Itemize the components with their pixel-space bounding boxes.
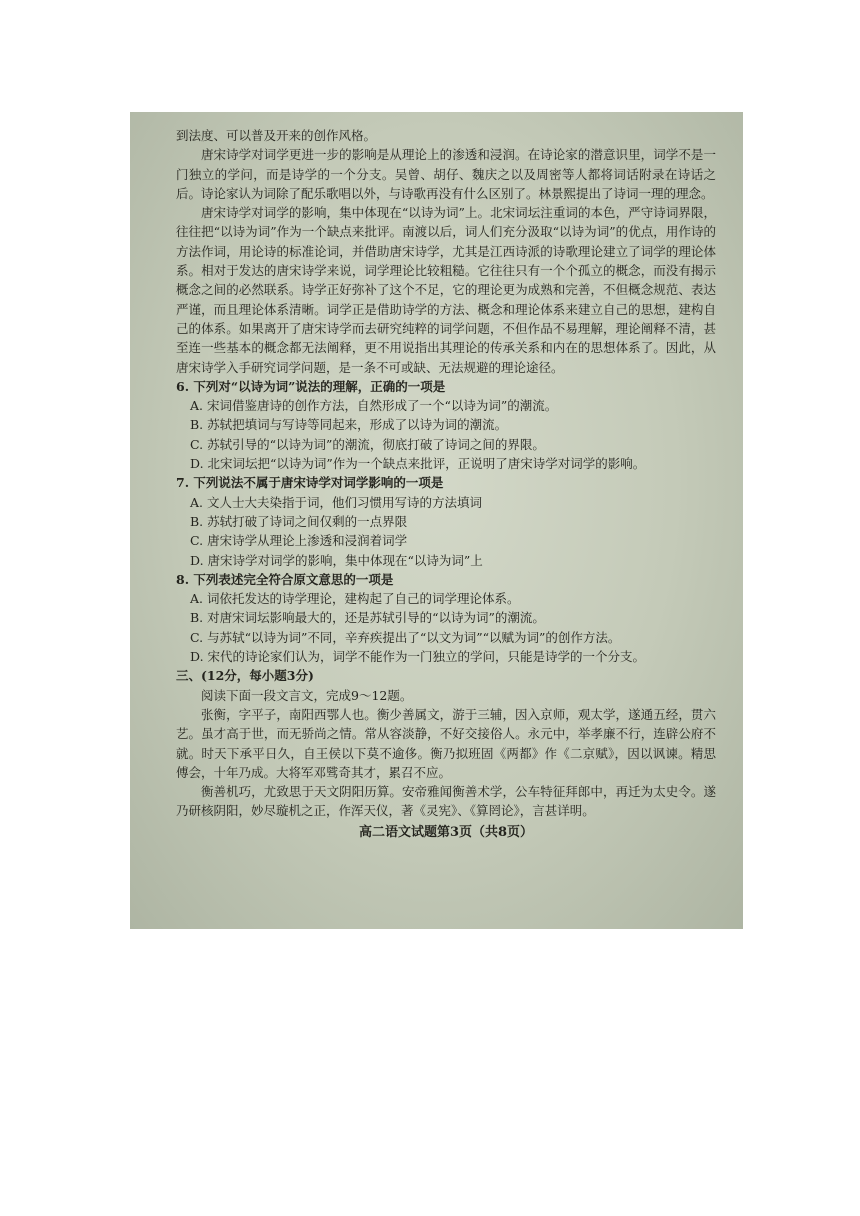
question-6-stem: 6. 下列对“以诗为词”说法的理解，正确的一项是 [176,378,446,394]
page-text [176,126,716,842]
section-3-heading: 三、(12分，每小题3分) [176,668,314,684]
passage-paragraph: 到法度、可以普及开来的创作风格。 [176,128,377,143]
passage-paragraph: 唐宋诗学对词学的影响，集中体现在“以诗为词”上。北宋词坛注重词的本色，严守诗词界限，往往把“以诗为词”作为一个缺点来批评。南渡以后，词人们充分汲取“以诗为词”的优点，用作诗的方法作词，用论诗的标准论词，并借助唐宋诗学，尤其是江西诗派的诗歌理论建立了词学的理论体系。相对于发达的唐宋诗学来说，词学理论比较粗糙。它往往只有一个个孤立的概念，而没有揭示概念之间的必然联系。诗学正好弥补了这个不足，它的理论更为成熟和完善，不但概念规范、表达严谨，而且理论体系清晰。词学正是借助诗学的方法、概念和理论体系来建立自己的思想，建构自己的体系。如果离开了唐宋诗学而去研究纯粹的词学问题，不但作品不易理解，理论阐释不清，甚至连一些基本的概念都无法阐释，更不用说指出其理论的传承关系和内在的思想体系了。因此，从唐宋诗学入手研究词学问题，是一条不可或缺、无法规避的理论途径。 [176,205,716,375]
classical-text-paragraph: 张衡，字平子，南阳西鄂人也。衡少善属文，游于三辅，因入京师，观太学，遂通五经，贯六艺。虽才高于世，而无骄尚之情。常从容淡静，不好交接俗人。永元中，举孝廉不行，连辟公府不就。时天下承平日久，自王侯以下莫不逾侈。衡乃拟班固《两都》作《二京赋》，因以讽谏。精思傅会，十年乃成。大将军邓骘奇其才，累召不应。 [176,706,716,780]
question-8-option-c: C. 与苏轼“以诗为词”不同，辛弃疾提出了“以文为词”“以赋为词”的创作方法。 [190,629,621,645]
question-6-option-a: A. 宋词借鉴唐诗的创作方法，自然形成了一个“以诗为词”的潮流。 [190,398,558,414]
question-6-option-b: B. 苏轼把填词与写诗等同起来，形成了以诗为词的潮流。 [190,417,508,433]
passage-paragraph: 唐宋诗学对词学更进一步的影响是从理论上的渗透和浸润。在诗论家的潜意识里，词学不是一门独立的学问，而是诗学的一个分支。吴曾、胡仔、魏庆之以及周密等人都将词话附录在诗话之后。诗论家认为词除了配乐歌唱以外，与诗歌再没有什么区别了。林景熙提出了诗词一理的理念。 [176,147,716,201]
section-3-instruction: 阅读下面一段文言文，完成9～12题。 [201,687,413,703]
classical-text-paragraph: 衡善机巧，尤致思于天文阴阳历算。安帝雅闻衡善术学，公车特征拜郎中，再迁为太史令。遂乃研核阴阳，妙尽璇机之正，作浑天仪，著《灵宪》、《算罔论》，言甚详明。 [176,784,716,819]
question-6-option-c: C. 苏轼引导的“以诗为词”的潮流，彻底打破了诗词之间的界限。 [190,436,545,452]
question-7-option-d: D. 唐宋诗学对词学的影响，集中体现在“以诗为词”上 [190,552,483,568]
question-7-option-c: C. 唐宋诗学从理论上渗透和浸润着词学 [190,533,408,549]
question-8-stem: 8. 下列表述完全符合原文意思的一项是 [176,571,394,587]
question-8-option-d: D. 宋代的诗论家们认为，词学不能作为一门独立的学问，只能是诗学的一个分支。 [190,649,646,665]
question-8-option-a: A. 词依托发达的诗学理论，建构起了自己的词学理论体系。 [190,591,520,607]
question-7-option-a: A. 文人士大夫染指于词，他们习惯用写诗的方法填词 [190,494,482,510]
question-7-option-b: B. 苏轼打破了诗词之间仅剩的一点界限 [190,513,408,529]
page-footer: 高二语文试题第3页（共8页） [358,824,534,840]
scanned-exam-page [130,112,743,929]
question-7-stem: 7. 下列说法不属于唐宋诗学对词学影响的一项是 [176,475,444,491]
question-6-option-d: D. 北宋词坛把“以诗为词”作为一个缺点来批评，正说明了唐宋诗学对词学的影响。 [190,456,646,472]
question-8-option-b: B. 对唐宋词坛影响最大的，还是苏轼引导的“以诗为词”的潮流。 [190,610,545,626]
